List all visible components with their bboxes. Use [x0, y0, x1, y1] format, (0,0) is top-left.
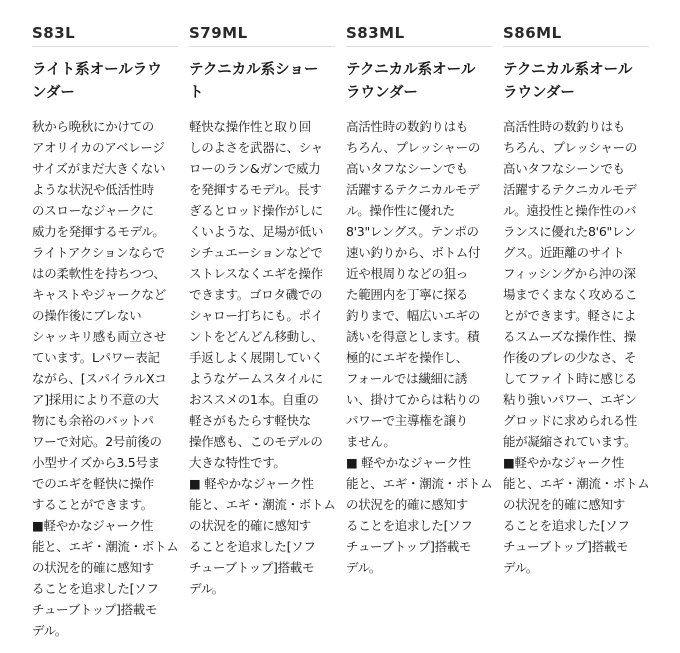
- description-line: グロッドに求められる性: [503, 413, 637, 428]
- description-line: 近や根周りなどの狙っ: [346, 266, 469, 281]
- description-line: おススメの1本。自重の: [189, 392, 319, 407]
- description-line: ル。遠投性と操作性のバ: [503, 203, 637, 218]
- description-line: た範囲内を丁寧に探る: [346, 287, 469, 302]
- description-line: 威力を発揮するモデル。: [32, 224, 165, 239]
- description-line: のスローなジャークに: [32, 203, 154, 218]
- description-line: ながら、[スパイラルXコ: [32, 371, 167, 386]
- description-line: ることを追求した[ソフ: [32, 581, 159, 596]
- description-line: シャッキリ感も両立させ: [32, 329, 166, 344]
- description-line: デル。: [503, 560, 538, 575]
- description-line: キャストやジャークなど: [32, 287, 166, 302]
- title-line: ト: [189, 85, 204, 101]
- divider: [503, 46, 649, 47]
- title-line: テクニカル系オール: [346, 62, 476, 78]
- description-line: デル。: [189, 581, 224, 596]
- description-line: チューブトップ]搭載モ: [346, 539, 472, 554]
- model-code: S83ML: [346, 24, 405, 42]
- title-line: ライト系オールラウ: [32, 62, 162, 78]
- title-line: テクニカル系ショー: [189, 62, 319, 78]
- description-line: パワーで主導権を譲り: [346, 413, 469, 428]
- spec-column-s83l: [32, 20, 178, 641]
- description-line: るスムーズな操作性、操: [503, 329, 636, 344]
- description-line: ています。Lパワー表記: [32, 350, 160, 365]
- description-line: 軽さがもたらす軽快な: [189, 413, 312, 428]
- description-line: 高活性時の数釣りはも: [503, 119, 626, 134]
- description-line: グス。近距離のサイト: [503, 245, 625, 260]
- description-line: シャロー打ちにも。ポイ: [189, 308, 323, 323]
- description-line: 能と、エギ・潮流・ボトム: [503, 476, 650, 491]
- description-line: デル。: [32, 623, 67, 638]
- model-title: [32, 59, 178, 105]
- description-line: フォールでは繊細に誘: [346, 371, 468, 386]
- description-line: ■軽やかなジャーク性: [32, 518, 154, 533]
- description-line: 作後のブレの少なさ、そ: [503, 350, 637, 365]
- model-description: [346, 116, 492, 578]
- description-line: い、掛けてからは粘りの: [346, 392, 481, 407]
- description-line: 軽快な操作性と取り回: [189, 119, 312, 134]
- description-line: サイズがまだ大きくない: [32, 161, 166, 176]
- description-line: はの柔軟性を持ちつつ、: [32, 266, 166, 281]
- divider: [32, 46, 178, 47]
- description-line: 速い釣りから、ボトム付: [346, 245, 481, 260]
- description-line: チューブトップ]搭載モ: [32, 602, 158, 617]
- spec-column-s83ml: [346, 20, 492, 578]
- description-line: ワーで対応。2号前後の: [32, 434, 162, 449]
- description-line: 手返しよく展開していく: [189, 350, 324, 365]
- description-line: ントをどんどん移動し、: [189, 329, 324, 344]
- description-line: を発揮するモデル。長す: [189, 182, 322, 197]
- description-line: ることを追求した[ソフ: [189, 539, 316, 554]
- spec-column-s86ml: [503, 20, 649, 578]
- model-description: [32, 116, 178, 641]
- description-line: ようなゲームスタイルに: [189, 371, 323, 386]
- description-line: ル。操作性に優れた: [346, 203, 455, 218]
- description-line: の操作後にブレない: [32, 308, 142, 323]
- model-code: S83L: [32, 24, 76, 42]
- description-line: の状況を的確に感知す: [32, 560, 155, 575]
- title-line: テクニカル系オール: [503, 62, 633, 78]
- model-title: [189, 59, 335, 105]
- description-line: 釣りまで、幅広いエギの: [346, 308, 480, 323]
- model-description: [189, 116, 335, 599]
- description-line: でのエギを軽快に操作: [32, 476, 155, 491]
- description-line: 極的にエギを操作し、: [346, 350, 469, 365]
- description-line: 高いタフなシーンでも: [503, 161, 625, 176]
- description-line: ランスに優れた8'6"レン: [503, 224, 637, 239]
- description-line: 能と、エギ・潮流・ボトム: [32, 539, 179, 554]
- description-line: 秋から晩秋にかけての: [32, 119, 155, 134]
- description-line: チューブトップ]搭載モ: [189, 560, 315, 575]
- title-line: ンダー: [32, 85, 75, 101]
- description-line: 大きな特性です。: [189, 455, 286, 470]
- description-line: 操作感も、このモデルの: [189, 434, 323, 449]
- description-line: くいような、足場が低い: [189, 224, 324, 239]
- description-line: 能と、エギ・潮流・ボトム: [189, 497, 336, 512]
- description-line: ません。: [346, 434, 396, 449]
- description-line: 誘いを得意とします。積: [346, 329, 480, 344]
- description-line: フィッシングから沖の深: [503, 266, 636, 281]
- divider: [346, 46, 492, 47]
- description-line: ストレスなくエギを操作: [189, 266, 323, 281]
- description-line: ちろん、プレッシャーの: [503, 140, 638, 155]
- model-code: S86ML: [503, 24, 562, 42]
- title-line: ラウンダー: [503, 85, 575, 101]
- description-line: することができます。: [32, 497, 154, 512]
- model-title: [346, 59, 492, 105]
- description-line: ることを追求した[ソフ: [503, 518, 630, 533]
- model-description: [503, 116, 649, 578]
- description-line: ■ 軽やかなジャーク性: [346, 455, 471, 470]
- description-line: 高活性時の数釣りはも: [346, 119, 469, 134]
- description-line: 活躍するテクニカルモデ: [503, 182, 637, 197]
- description-line: ライトアクションならで: [32, 245, 165, 260]
- description-line: シチュエーションなどで: [189, 245, 323, 260]
- description-line: 粘り強いパワー、エギン: [503, 392, 637, 407]
- description-line: 8'3"レングス。テンポの: [346, 224, 479, 239]
- description-line: デル。: [346, 560, 381, 575]
- title-line: ラウンダー: [346, 85, 418, 101]
- description-line: ちろん、プレッシャーの: [346, 140, 481, 155]
- description-line: 小型サイズから3.5号ま: [32, 455, 160, 470]
- description-line: してファイト時に感じる: [503, 371, 637, 386]
- description-line: 物にも余裕のバットパ: [32, 413, 154, 428]
- description-line: ることを追求した[ソフ: [346, 518, 473, 533]
- description-line: 活躍するテクニカルモデ: [346, 182, 480, 197]
- spec-column-s79ml: [189, 20, 335, 599]
- description-line: とができます。軽さによ: [503, 308, 637, 323]
- description-line: ■ 軽やかなジャーク性: [189, 476, 314, 491]
- divider: [189, 46, 335, 47]
- description-line: 高いタフなシーンでも: [346, 161, 468, 176]
- description-line: ローのラン&ガンで威力: [189, 161, 321, 176]
- description-line: アオリイカのアベレージ: [32, 140, 165, 155]
- description-line: 能が凝縮されています。: [503, 434, 637, 449]
- description-line: できます。ゴロタ磯での: [189, 287, 323, 302]
- description-line: 場までくまなく攻めるこ: [503, 287, 638, 302]
- description-line: の状況を的確に感知す: [503, 497, 626, 512]
- model-code: S79ML: [189, 24, 248, 42]
- description-line: ア]採用により不意の大: [32, 392, 159, 407]
- description-line: チューブトップ]搭載モ: [503, 539, 629, 554]
- description-line: しのよさを武器に、シャ: [189, 140, 323, 155]
- description-line: ような状況や低活性時: [32, 182, 155, 197]
- description-line: の状況を的確に感知す: [346, 497, 469, 512]
- description-line: 能と、エギ・潮流・ボトム: [346, 476, 493, 491]
- model-title: [503, 59, 649, 105]
- description-line: の状況を的確に感知す: [189, 518, 312, 533]
- description-line: ぎるとロッド操作がしに: [189, 203, 323, 218]
- description-line: ■軽やかなジャーク性: [503, 455, 625, 470]
